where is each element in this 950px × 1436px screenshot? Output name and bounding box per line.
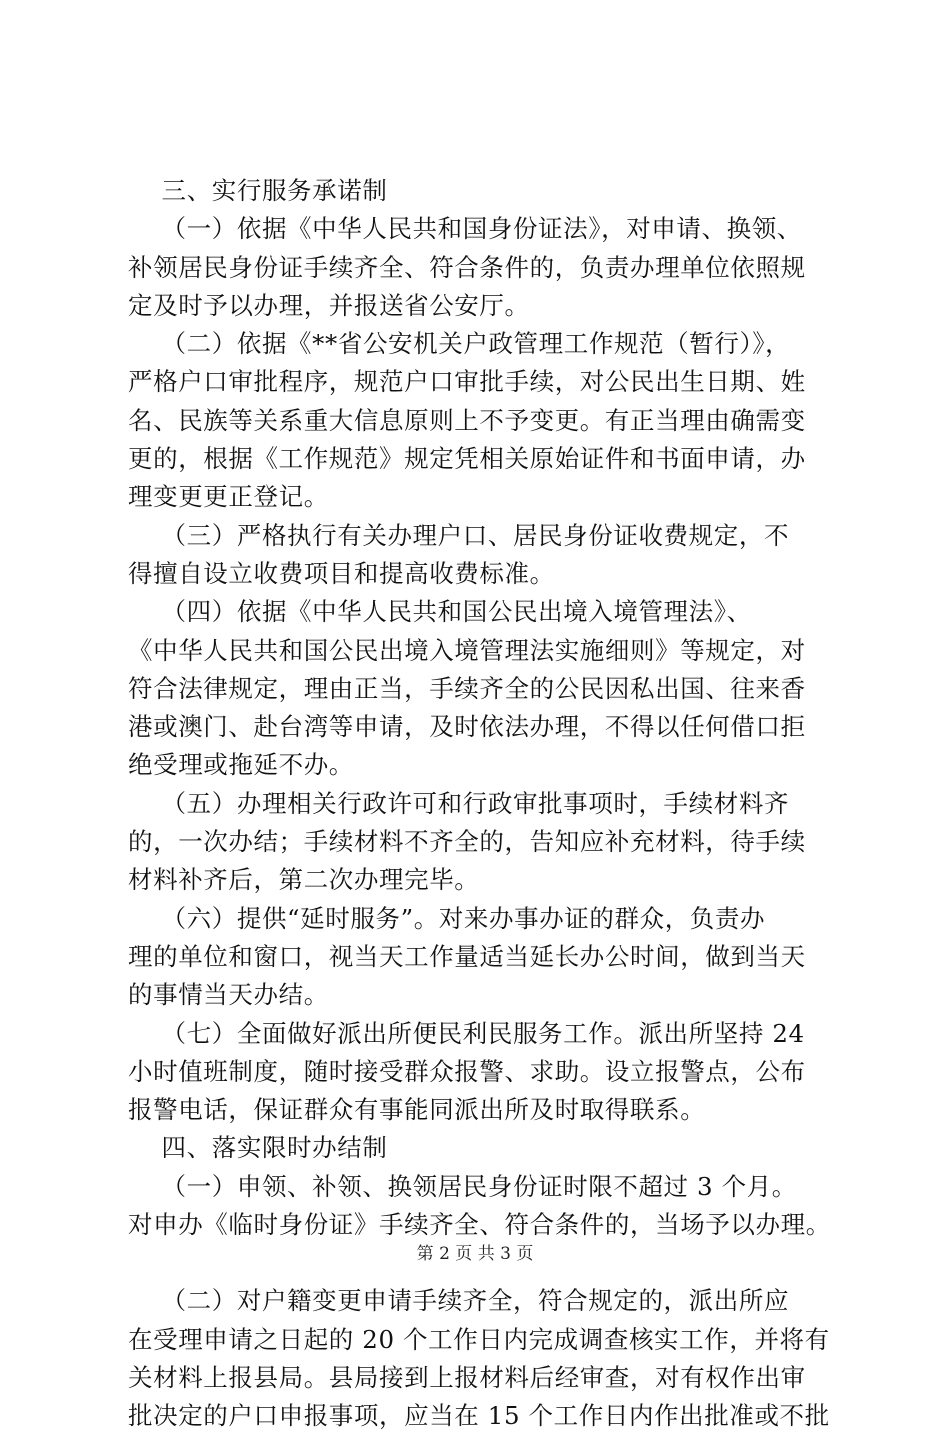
paragraph-line: （七）全面做好派出所便民利民服务工作。派出所坚持 24 [128, 1018, 805, 1048]
paragraph-line: 关材料上报县局。县局接到上报材料后经审查，对有权作出审 [128, 1362, 806, 1392]
paragraph-line: 名、民族等关系重大信息原则上不予变更。有正当理由确需变 [128, 405, 806, 435]
paragraph-line: 更的，根据《工作规范》规定凭相关原始证件和书面申请，办 [128, 444, 806, 474]
paragraph-line: 小时值班制度，随时接受群众报警、求助。设立报警点，公布 [128, 1056, 806, 1086]
paragraph-line: 理的单位和窗口，视当天工作量适当延长办公时间，做到当天 [128, 941, 806, 971]
paragraph-line: 定及时予以办理，并报送省公安厅。 [128, 290, 530, 320]
page-footer: 第 2 页 共 3 页 [416, 1244, 534, 1264]
paragraph-line: （一）申领、补领、换领居民身份证时限不超过 3 个月。 [128, 1171, 797, 1201]
paragraph-line: 对申办《临时身份证》手续齐全、符合条件的，当场予以办理。 [128, 1210, 831, 1240]
paragraph-line: 批决定的户口申报事项，应当在 15 个工作日内作出批准或不批 [128, 1401, 830, 1431]
paragraph-line: 《中华人民共和国公民出境入境管理法实施细则》等规定，对 [128, 635, 806, 665]
paragraph-line: （五）办理相关行政许可和行政审批事项时，手续材料齐 [128, 788, 790, 818]
paragraph-line: （一）依据《中华人民共和国身份证法》，对申请、换领、 [128, 214, 802, 244]
section-heading: 四、落实限时办结制 [128, 1133, 388, 1163]
paragraph-line: 报警电话，保证群众有事能同派出所及时取得联系。 [128, 1095, 706, 1125]
paragraph-line: 的，一次办结；手续材料不齐全的，告知应补充材料，待手续 [128, 827, 806, 857]
paragraph-line: 材料补齐后，第二次办理完毕。 [128, 865, 480, 895]
paragraph-line: （三）严格执行有关办理户口、居民身份证收费规定，不 [128, 520, 790, 550]
paragraph-line: 在受理申请之日起的 20 个工作日内完成调查核实工作，并将有 [128, 1324, 830, 1354]
paragraph-line: 绝受理或拖延不办。 [128, 750, 354, 780]
section-heading: 三、实行服务承诺制 [128, 176, 388, 205]
paragraph-line: 符合法律规定，理由正当，手续齐全的公民因私出国、往来香 [128, 673, 806, 703]
paragraph-line: （四）依据《中华人民共和国公民出境入境管理法》、 [128, 597, 752, 627]
paragraph-line: （二）对户籍变更申请手续齐全，符合规定的，派出所应 [128, 1286, 790, 1316]
paragraph-line: 补领居民身份证手续齐全、符合条件的，负责办理单位依照规 [128, 252, 806, 282]
paragraph-line: 港或澳门、赴台湾等申请，及时依法办理，不得以任何借口拒 [128, 712, 806, 742]
paragraph-line: （二）依据《**省公安机关户政管理工作规范（暂行）》， [128, 329, 791, 359]
paragraph-line: 的事情当天办结。 [128, 980, 329, 1010]
paragraph-line: 严格户口审批程序，规范户口审批手续，对公民出生日期、姓 [128, 367, 806, 397]
paragraph-line: 理变更更正登记。 [128, 482, 329, 512]
paragraph-line: （六）提供“延时服务”。对来办事办证的群众，负责办 [128, 903, 766, 933]
paragraph-line: 得擅自设立收费项目和提高收费标准。 [128, 558, 555, 588]
